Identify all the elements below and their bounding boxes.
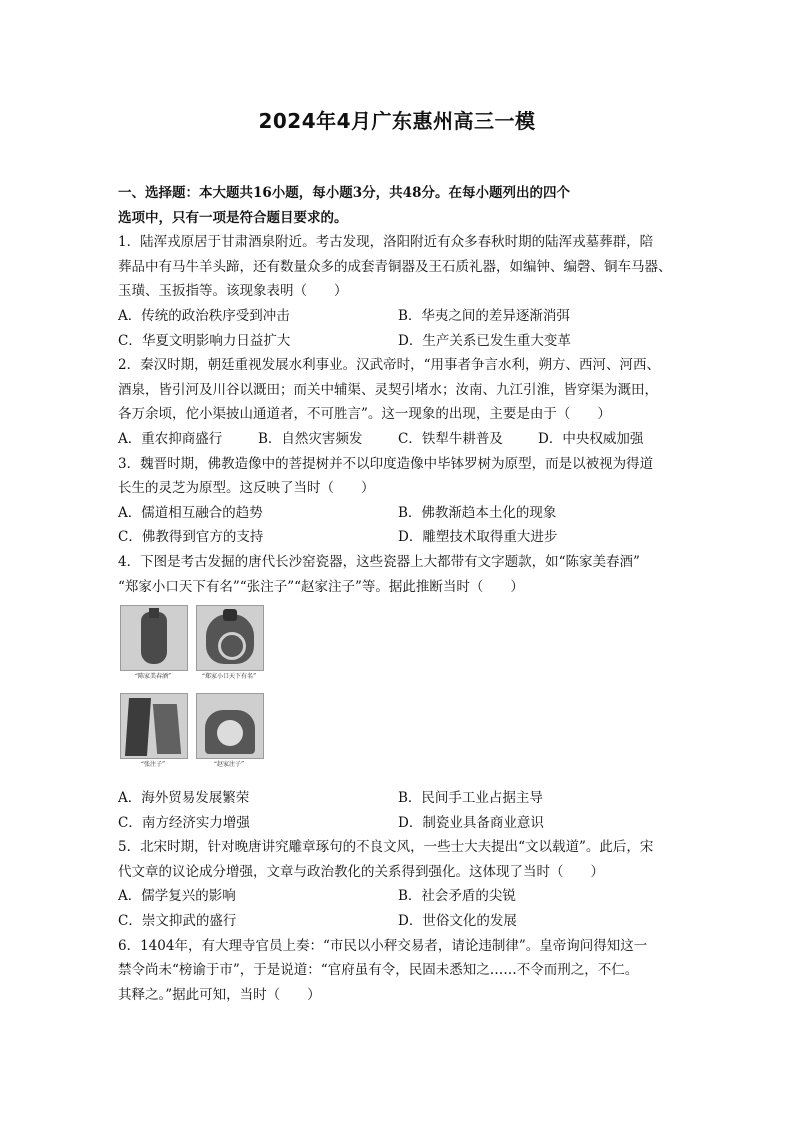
options-row [118,884,678,909]
question-text: 4．下图是考古发掘的唐代长沙窑瓷器，这些瓷器上大都带有文字题款，如“陈家美春酒” [118,553,640,570]
question-text: 3．魏晋时期，佛教造像中的菩提树并不以印度造像中毕钵罗树为原型，而是以被视为得道 [118,455,654,472]
question-1 [118,230,678,353]
question-text: 禁令尚未“榜谕于市”，于是说道：“官府虽有令，民固未悉知之……不令而刑之，不仁。 [118,962,639,979]
options-row [118,501,678,526]
option-b[interactable]: B．华夷之间的差异逐渐消弭 [398,307,570,324]
options-row [118,329,678,354]
question-6 [118,934,678,1008]
figure-caption: “陈家美春酒” [134,673,172,681]
question-text: 2．秦汉时期，朝廷重视发展水利事业。汉武帝时，“用事者争言水利，朔方、西河、河西、 [118,357,660,374]
option-c[interactable]: C．华夏文明影响力日益扩大 [118,332,291,349]
question-text: 酒泉，皆引河及川谷以溉田；而关中辅渠、灵契引堵水；汝南、九江引淮，皆穿渠为溉田， [118,381,658,398]
figure-cell [120,605,186,681]
option-b[interactable]: B．民间手工业占据主导 [398,790,543,807]
figure-cell [196,605,262,681]
options-row [118,525,678,550]
question-text: 各万余顷，佗小渠披山通道者，不可胜言”。这一现象的出现，主要是由于（ ） [118,406,611,423]
option-c[interactable]: C．佛教得到官方的支持 [118,529,264,546]
option-d[interactable]: D．世俗文化的发展 [398,913,517,930]
section-header-line: 选项中，只有一项是符合题目要求的。 [118,209,348,226]
option-d[interactable]: D．制瓷业具备商业意识 [398,814,544,831]
exam-title: 2024年4月广东惠州高三一模 [258,109,536,133]
question-2 [118,353,678,451]
question-text: 玉璜、玉扳指等。该现象表明（ ） [118,283,348,300]
porcelain-figure [118,605,268,783]
question-text: 6．1404年，有大理寺官员上奏：“市民以小秤交易者，请论违制律”。皇帝询问得知这一 [118,937,648,954]
exam-content [118,181,678,1007]
option-a[interactable]: A．重农抑商盛行 [118,430,223,447]
porcelain-photo [196,605,264,671]
options-row [118,304,678,329]
option-a[interactable]: A．海外贸易发展繁荣 [118,790,250,807]
question-text: 代文章的议论成分增强，文章与政治教化的关系得到强化。这体现了当时（ ） [118,863,604,880]
porcelain-photo [120,693,188,759]
figure-caption: “张注子” [140,761,166,769]
option-b[interactable]: B．自然灾害频发 [258,430,363,447]
question-4 [118,550,678,835]
option-c[interactable]: C．铁犁牛耕普及 [398,430,503,447]
options-row [118,811,678,836]
option-d[interactable]: D．雕塑技术取得重大进步 [398,529,558,546]
option-a[interactable]: A．儒道相互融合的趋势 [118,504,263,521]
option-a[interactable]: A．儒学复兴的影响 [118,888,236,905]
figure-cell [196,693,262,769]
question-text: 1．陆浑戎原居于甘肃酒泉附近。考古发现，洛阳附近有众多春秋时期的陆浑戎墓葬群，陪 [118,234,654,251]
section-header-line: 一、选择题：本大题共16小题，每小题3分，共48分。在每小题列出的四个 [118,185,570,201]
question-3 [118,452,678,550]
option-b[interactable]: B．佛教渐趋本土化的现象 [398,504,557,521]
question-text: 5．北宋时期，针对晚唐讲究雕章琢句的不良文风，一些士大夫提出“文以载道”。此后，宋 [118,839,654,856]
option-b[interactable]: B．社会矛盾的尖锐 [398,888,516,905]
question-text: 长生的灵芝为原型。这反映了当时（ ） [118,480,375,497]
option-c[interactable]: C．崇文抑武的盛行 [118,913,237,930]
option-d[interactable]: D．中央权威加强 [538,430,644,447]
option-d[interactable]: D．生产关系已发生重大变革 [398,332,571,349]
question-5 [118,835,678,933]
question-text: 其释之。”据此可知，当时（ ） [118,986,321,1003]
figure-caption: “郑家小口天下有名” [201,673,257,681]
question-text: 葬品中有马牛羊头蹄，还有数量众多的成套青铜器及王石质礼器，如编钟、编磬、铜车马器、 [118,258,672,275]
figure-caption: “赵家注子” [213,761,245,769]
porcelain-photo [120,605,188,671]
porcelain-photo [196,693,264,759]
question-text: “郑家小口天下有名”“张注子”“赵家注子”等。据此推断当时（ ） [118,578,524,595]
options-row [118,909,678,934]
figure-cell [120,693,186,769]
options-row [118,427,678,452]
options-row [118,786,678,811]
option-a[interactable]: A．传统的政治秩序受到冲击 [118,307,290,324]
option-c[interactable]: C．南方经济实力增强 [118,814,250,831]
